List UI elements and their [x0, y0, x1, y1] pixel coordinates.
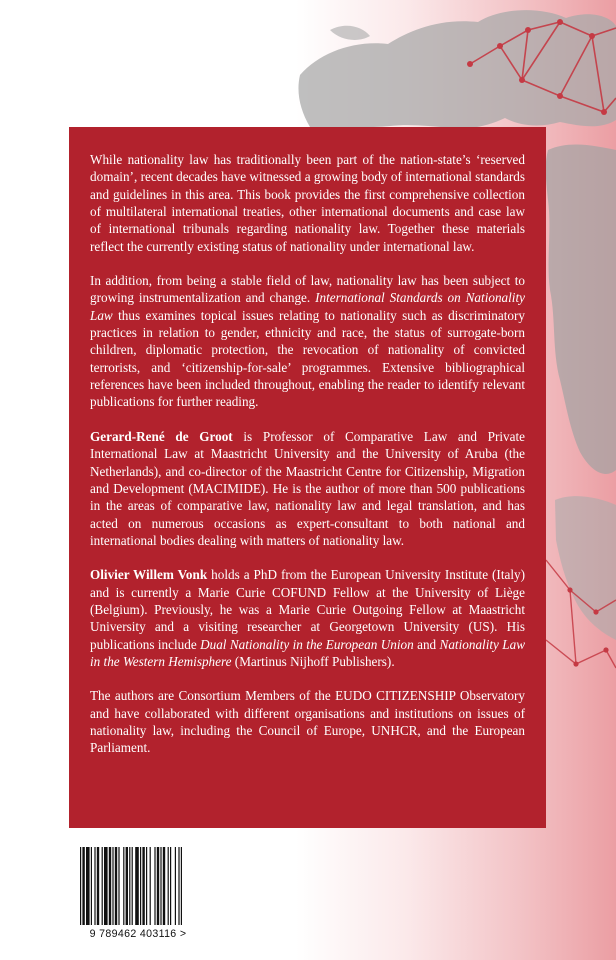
barcode-bar: [163, 847, 165, 925]
barcode-bar: [150, 847, 151, 925]
isbn-barcode: [72, 841, 204, 946]
barcode-bar: [118, 847, 119, 925]
barcode-bar: [146, 847, 147, 925]
map-landmass-small: [330, 26, 370, 40]
author-bio-2: [90, 566, 525, 670]
barcode-bar: [102, 847, 103, 925]
barcode-bar: [82, 847, 84, 925]
blurb-p2-rest: thus examines topical issues relating to nationality such as discriminatory practices in relation to gender, ethnicity and race, the status of surrogate-born children, diplomatic protection, the revocation of nationality of convicted terrorists, and ‘citizenship-for-sale’ programmes. Extensive bibliographical references have been included throughout, enabling the reader to identify relevant publications for further reading.: [90, 307, 525, 410]
barcode-bar: [140, 847, 141, 925]
barcode-bar: [170, 847, 171, 925]
author-1-bio: is Professor of Comparative Law and Private International Law at Maastricht University and the University of Aruba (the Netherlands), and co-director of the Maastricht Centre for Citizenship, Migration and Development (MACIMIDE). He is the author of more than 500 publications in the areas of comparative law, nationality law and legal translation, and has acted on numerous occasions as expert-consultant to both national and international bodies dealing with matters of nationality law.: [90, 428, 525, 548]
barcode-bar: [86, 847, 90, 925]
author-2-bio-lead: holds a PhD from the European University Institute (Italy) and is currently a Marie Curie COFUND Fellow at the University of Liège (Belgium). Previously, he was a Marie Curie Outgoing Fellow at Maastricht University and a visiting researcher at Georgetown University (US). His publications include: [90, 567, 525, 652]
barcode-bar: [175, 847, 176, 925]
barcode-bars: [80, 847, 196, 927]
barcode-bar: [126, 847, 128, 925]
author-2-book-1: Dual Nationality in the European Union: [200, 636, 414, 652]
barcode-bar: [109, 847, 111, 925]
barcode-bar: [157, 847, 159, 925]
barcode-bar: [97, 847, 99, 925]
barcode-bar: [91, 847, 92, 925]
author-2-name: Olivier Willem Vonk: [90, 567, 208, 583]
blurb-paragraph-1: [90, 151, 525, 255]
barcode-bar: [168, 847, 169, 925]
barcode-bar: [142, 847, 144, 925]
closing-text: The authors are Consortium Members of the EUDO CITIZENSHIP Observatory and have collaborated with different organisations and institutions on issues of nationality law, including the Council of Europe, UNHCR, and the European Parliament.: [90, 688, 525, 756]
barcode-bar: [123, 847, 124, 925]
map-landmass-south: [555, 496, 616, 640]
barcode-bar: [181, 847, 182, 925]
barcode-bar: [112, 847, 113, 925]
blurb-paragraph-2: [90, 272, 525, 411]
book-title: International Standards on Nationality Law: [90, 290, 525, 323]
map-landmass-east: [546, 145, 616, 474]
barcode-bar: [80, 847, 81, 925]
barcode-bar: [178, 847, 179, 925]
barcode-bar: [132, 847, 133, 925]
author-2-bio-tail: (Martinus Nijhoff Publishers).: [231, 653, 395, 669]
barcode-bar: [135, 847, 139, 925]
barcode-bar: [154, 847, 155, 925]
blurb-p2-lead: In addition, from being a stable field of law, nationality law has been subject to growing instrumentalization and change.: [90, 273, 525, 306]
author-bio-1: [90, 428, 525, 549]
barcode-bar: [129, 847, 130, 925]
barcode-bar: [94, 847, 95, 925]
author-2-book-2: Nationality Law in the Western Hemisphere: [90, 636, 526, 669]
barcode-bar: [104, 847, 108, 925]
isbn-digits: 9 789462 403116 >: [89, 928, 187, 940]
author-1-name: Gerard-René de Groot: [90, 428, 233, 444]
blurb-p1-text: While nationality law has traditionally been part of the nation-state’s ‘reserved domain’, recent decades have witnessed a growing body of international standards and guidelines in this area. This book provides the first comprehensive collection of multilateral international treaties, other international documents and case law of international tribunals regarding nationality law. Together these materials reflect the currently existing status of nationality under international law.: [90, 152, 525, 254]
back-cover-text-panel: [69, 127, 546, 828]
barcode-bar: [160, 847, 161, 925]
author-2-and: and: [413, 636, 440, 652]
closing-paragraph: [90, 687, 525, 756]
barcode-bar: [115, 847, 117, 925]
